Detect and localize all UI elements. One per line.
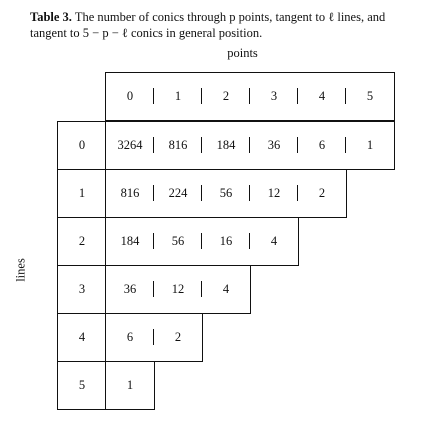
cell-divider bbox=[249, 233, 250, 249]
cell-divider bbox=[201, 233, 202, 249]
row-header-rule bbox=[105, 121, 106, 409]
cell-divider bbox=[297, 185, 298, 201]
cell-divider bbox=[153, 233, 154, 249]
column-divider bbox=[249, 88, 250, 104]
row-header: 3 bbox=[78, 281, 86, 296]
cell-divider bbox=[249, 137, 250, 153]
cell-divider bbox=[201, 137, 202, 153]
cell-divider bbox=[153, 185, 154, 201]
caption-text: The number of conics through p points, tangent to ℓ lines, and tangent to 5 − p − ℓ conics in general position. bbox=[30, 10, 386, 40]
table-cell: 1 bbox=[366, 137, 374, 152]
table-cell: 36 bbox=[267, 137, 281, 152]
column-divider bbox=[153, 88, 154, 104]
cell-divider bbox=[201, 185, 202, 201]
table-cell: 56 bbox=[219, 185, 233, 200]
table-cell: 36 bbox=[123, 281, 137, 296]
table-cell: 2 bbox=[174, 329, 182, 344]
table-cell: 16 bbox=[219, 233, 233, 248]
row-header: 4 bbox=[78, 329, 86, 344]
column-header: 4 bbox=[318, 88, 326, 103]
row-header: 0 bbox=[78, 137, 86, 152]
cell-divider bbox=[345, 137, 346, 153]
column-header: 5 bbox=[366, 88, 374, 103]
column-divider bbox=[345, 88, 346, 104]
table-cell: 184 bbox=[216, 137, 236, 152]
column-header: 3 bbox=[270, 88, 278, 103]
table-cell: 3264 bbox=[117, 137, 143, 152]
column-header: 1 bbox=[174, 88, 182, 103]
cell-divider bbox=[153, 137, 154, 153]
lines-axis-label: lines bbox=[13, 258, 28, 282]
table-cell: 224 bbox=[168, 185, 188, 200]
row-header: 1 bbox=[78, 185, 86, 200]
table-cell: 12 bbox=[267, 185, 281, 200]
caption-label: Table 3. bbox=[30, 10, 72, 24]
column-header: 0 bbox=[126, 88, 134, 103]
table-cell: 6 bbox=[318, 137, 326, 152]
points-axis-label: points bbox=[227, 46, 258, 60]
table-cell: 6 bbox=[126, 329, 134, 344]
table-cell: 1 bbox=[126, 377, 134, 392]
table-cell: 12 bbox=[171, 281, 185, 296]
cell-divider bbox=[201, 281, 202, 297]
table-cell: 184 bbox=[120, 233, 140, 248]
cell-divider bbox=[297, 137, 298, 153]
table-cell: 56 bbox=[171, 233, 185, 248]
table-cell: 4 bbox=[222, 281, 230, 296]
table-cell: 4 bbox=[270, 233, 278, 248]
row-header: 5 bbox=[78, 377, 86, 392]
cell-divider bbox=[153, 281, 154, 297]
cell-divider bbox=[249, 185, 250, 201]
column-divider bbox=[201, 88, 202, 104]
table-cell: 816 bbox=[168, 137, 188, 152]
row-header: 2 bbox=[78, 233, 86, 248]
cell-divider bbox=[153, 329, 154, 345]
table-caption bbox=[30, 9, 425, 41]
column-divider bbox=[297, 88, 298, 104]
column-header: 2 bbox=[222, 88, 230, 103]
table-cell: 2 bbox=[318, 185, 326, 200]
table-cell: 816 bbox=[120, 185, 140, 200]
